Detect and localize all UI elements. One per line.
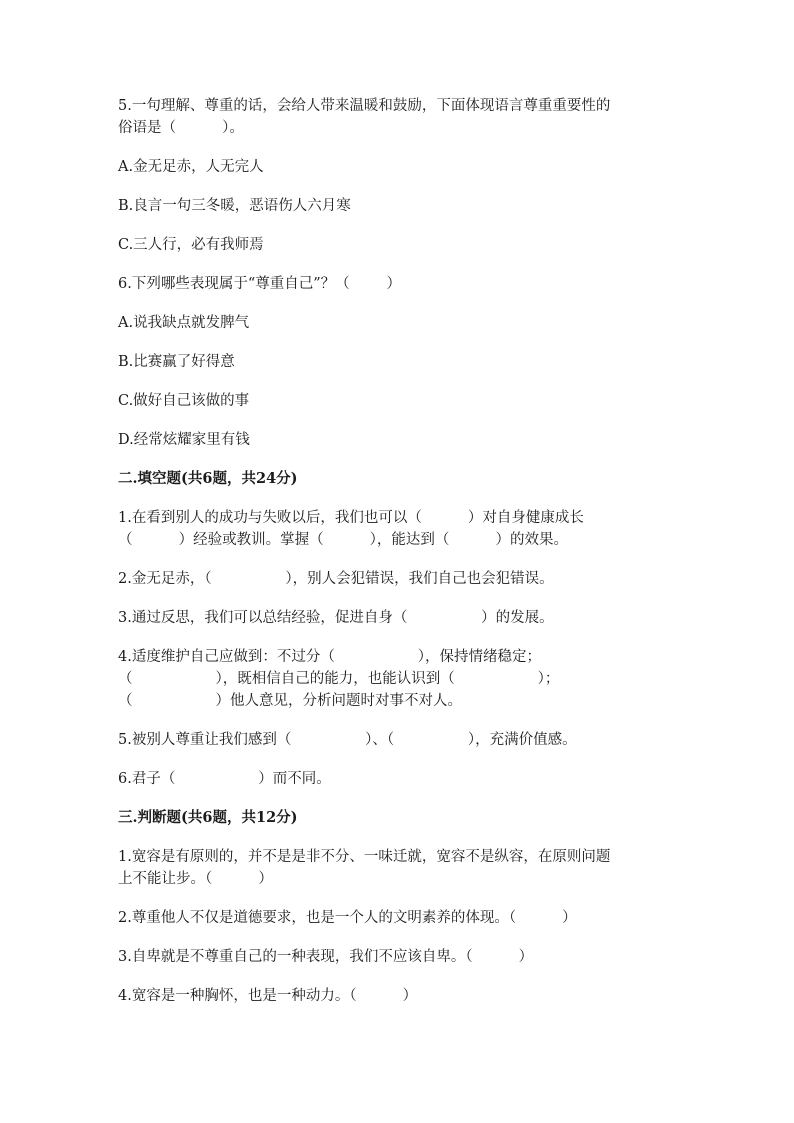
judge-question-1-line-1: 1.宽容是有原则的，并不是是非不分、一味迁就，宽容不是纵容，在原则问题 <box>118 849 611 865</box>
judge-question-2-line-1: 2.尊重他人不仅是道德要求，也是一个人的文明素养的体现。（ ） <box>118 910 577 926</box>
question-5 <box>118 95 674 139</box>
judge-question-4-line-1: 4.宽容是一种胸怀，也是一种动力。（ ） <box>118 988 418 1004</box>
fill-question-1-line-1: 1.在看到别人的成功与失败以后，我们也可以（ ）对自身健康成长 <box>118 510 584 526</box>
judge-question-3 <box>118 946 674 968</box>
fill-question-4-line-1: 4.适度维护自己应做到：不过分（ ），保持情绪稳定； <box>118 649 542 665</box>
worksheet-page <box>118 95 674 1024</box>
question-5-line-1: 5.一句理解、尊重的话，会给人带来温暖和鼓励，下面体现语言尊重重要性的 <box>118 98 611 114</box>
fill-question-2-line-1: 2.金无足赤，（ ），别人会犯错误，我们自己也会犯错误。 <box>118 571 554 587</box>
question-5-option-c: C.三人行，必有我师焉 <box>118 237 264 253</box>
fill-question-2 <box>118 568 674 590</box>
fill-question-3 <box>118 607 674 629</box>
question-5-option-a: A.金无足赤，人无完人 <box>118 159 264 175</box>
question-5-option-b: B.良言一句三冬暖，恶语伤人六月寒 <box>118 198 351 214</box>
judge-question-3-line-1: 3.自卑就是不尊重自己的一种表现，我们不应该自卑。（ ） <box>118 949 534 965</box>
question-5-line-2: 俗语是（ ）。 <box>118 120 244 136</box>
fill-question-4-line-2: （ ），既相信自己的能力，也能认识到（ ）； <box>118 671 560 687</box>
question-6-line-1: 6.下列哪些表现属于“尊重自己”？（ ） <box>118 276 402 292</box>
judge-question-4 <box>118 985 674 1007</box>
fill-question-1-line-2: （ ）经验或教训。掌握（ ），能达到（ ）的效果。 <box>118 532 569 548</box>
question-6-option-a: A.说我缺点就发脾气 <box>118 315 250 331</box>
question-6-option-d: D.经常炫耀家里有钱 <box>118 432 250 448</box>
judge-question-2 <box>118 907 674 929</box>
judge-question-1 <box>118 846 674 890</box>
question-6-option-c: C.做好自己该做的事 <box>118 393 250 409</box>
judge-section-heading: 三.判断题(共6题，共12分) <box>118 809 298 826</box>
fill-question-5 <box>118 729 674 751</box>
question-6 <box>118 273 674 295</box>
judge-question-1-line-2: 上不能让步。（ ） <box>118 871 273 887</box>
question-6-option-b: B.比赛赢了好得意 <box>118 354 235 370</box>
fill-question-1 <box>118 507 674 551</box>
fill-question-4-line-3: （ ）他人意见，分析问题时对事不对人。 <box>118 693 462 709</box>
fill-question-6 <box>118 768 674 790</box>
fill-question-4 <box>118 646 674 712</box>
fill-question-5-line-1: 5.被别人尊重让我们感到（ ）、（ ），充满价值感。 <box>118 732 577 748</box>
fill-question-6-line-1: 6.君子（ ）而不同。 <box>118 771 331 787</box>
fill-section-heading: 二.填空题(共6题，共24分) <box>118 470 298 487</box>
fill-question-3-line-1: 3.通过反思，我们可以总结经验，促进自身（ ）的发展。 <box>118 610 554 626</box>
